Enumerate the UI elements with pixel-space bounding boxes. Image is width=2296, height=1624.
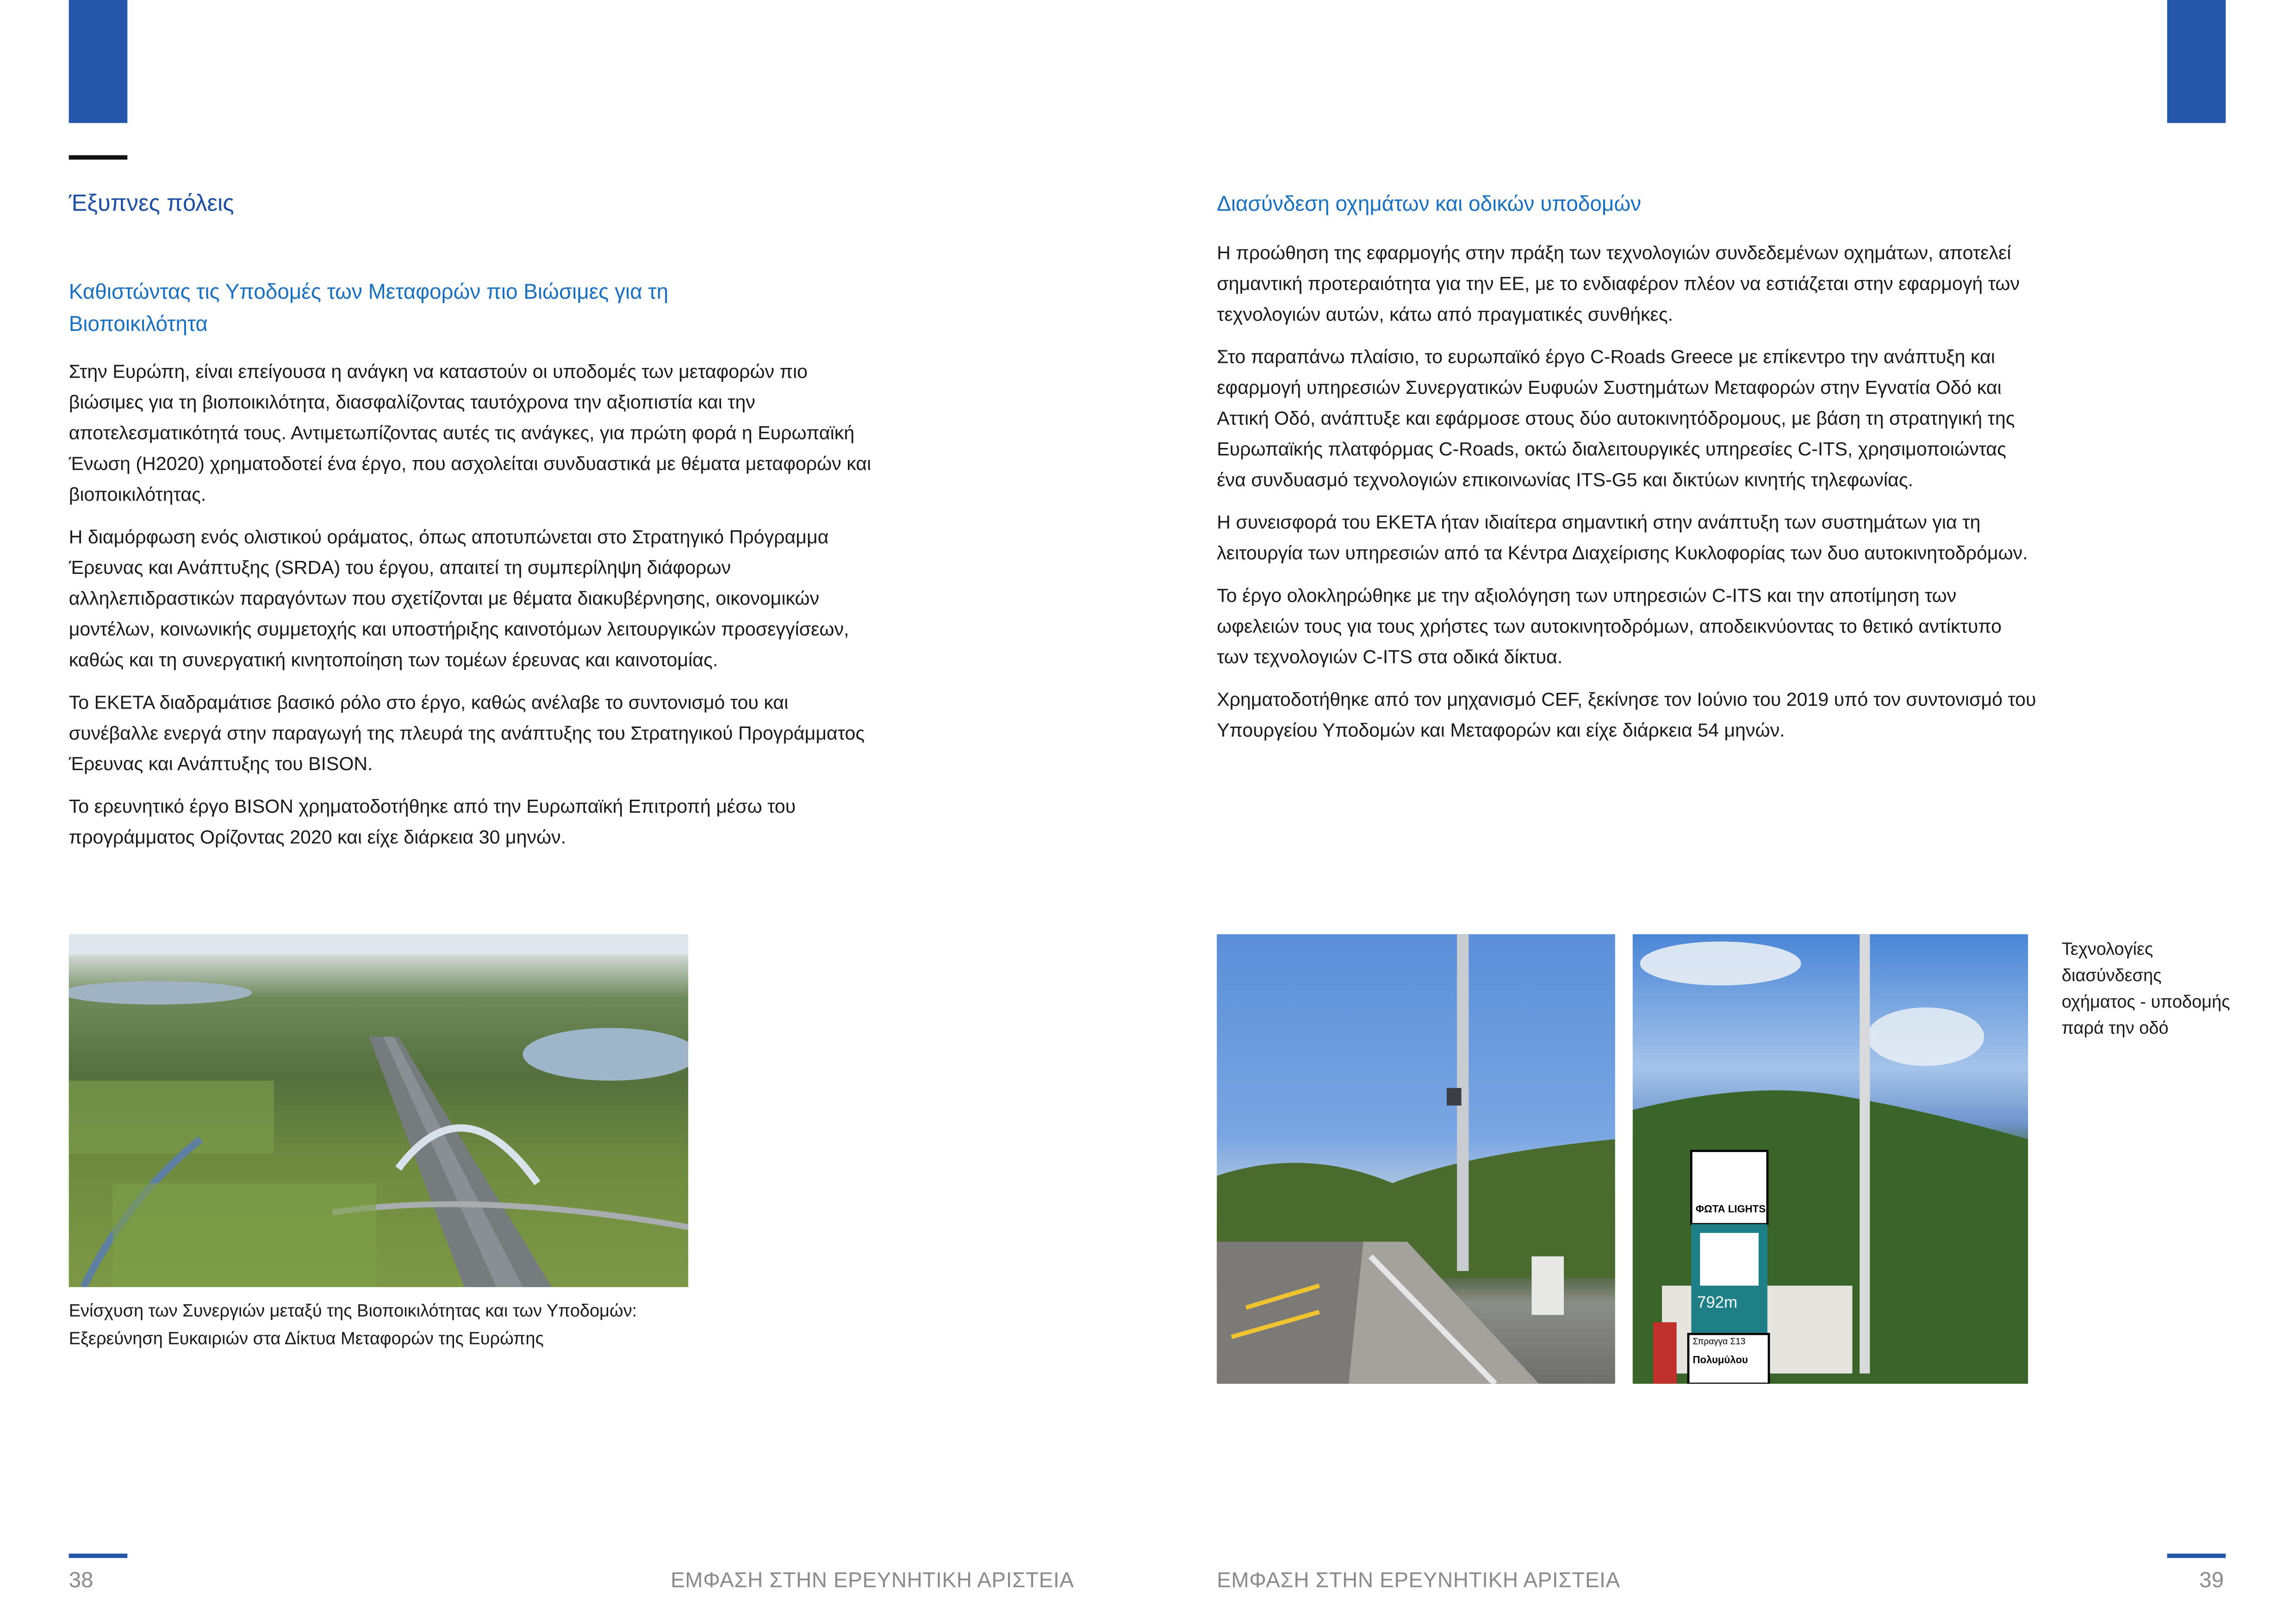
tunnel-photo-illustration	[1633, 934, 2028, 1384]
top-accent-bar-right	[2167, 0, 2226, 123]
footer-rule-right	[2167, 1554, 2226, 1558]
right-body	[1217, 237, 2037, 757]
page-number-right: 39	[2199, 1568, 2224, 1593]
right-image-caption: Τεχνολογίες διασύνδεσης οχήματος - υποδομής παρά την οδό	[2061, 939, 2230, 1039]
paragraph: Το ερευνητικό έργο BISON χρηματοδοτήθηκε από την Ευρωπαϊκή Επιτροπή μέσω του προγράμματος Ορίζοντας 2020 και είχε διάρκεια 30 μηνών.	[68, 795, 796, 848]
paragraph: Στο παραπάνω πλαίσιο, το ευρωπαϊκό έργο C-Roads Greece με επίκεντρο την ανάπτυξη και εφαρμογή υπηρεσιών Συνεργατικών Ευφυών Συστημάτων Μεταφορών στην Εγνατία Οδό και Αττική Οδό, ανάπτυξε και εφάρμοσε στους δύο αυτοκινητόδρομους, με βάση τη στρατηγική της Ευρωπαϊκής πλατφόρμας C-Roads, οκτώ διαλειτουργικές υπηρεσίες C-ITS, χρησιμοποιώντας ένα συνδυασμό τεχνολογιών επικοινωνίας ITS-G5 και δικτύων κινητής τηλεφωνίας.	[1217, 345, 2015, 491]
top-accent-bar-left	[69, 0, 128, 123]
sign-tunnel-name-line1: Σπραγγα Σ13	[1692, 1338, 1746, 1347]
tunnel-sign-photo	[1633, 934, 2028, 1384]
sign-lights-text: ΦΩΤΑ LIGHTS	[1695, 1205, 1766, 1216]
roadside-photo-illustration	[1217, 934, 1615, 1384]
footer-rule-left	[69, 1554, 128, 1558]
aerial-highway-photo	[69, 934, 688, 1288]
sign-tunnel-length: 792m	[1697, 1294, 1738, 1312]
paragraph: Χρηματοδοτήθηκε από τον μηχανισμό CEF, ξεκίνησε τον Ιούνιο του 2019 υπό τον συντονισμό του Υπουργείου Υποδομών και Μεταφορών και είχε διάρκεια 54 μηνών.	[1217, 688, 2036, 741]
paragraph: Η διαμόρφωση ενός ολιστικού οράματος, όπως αποτυπώνεται στο Στρατηγικό Πρόγραμμα Έρευνας και Ανάπτυξης (SRDA) του έργου, απαιτεί τη συμπερίληψη διάφορων αλληλεπιδραστικών παραγόντων που σχετίζονται με θέματα διακυβέρνησης, οικονομικών μοντέλων, κοινωνικής συμμετοχής και υποστήριξης καινοτόμων λειτουργικών προσεγγίσεων, καθώς και τη συνεργατική κινητοποίηση των τομέων έρευνας και καινοτομίας.	[68, 525, 849, 671]
paragraph: Στην Ευρώπη, είναι επείγουσα η ανάγκη να καταστούν οι υποδομές των μεταφορών πιο βιώσιμες για τη βιοποικιλότητα, διασφαλίζοντας ταυτόχρονα την αξιοπιστία και την αποτελεσματικότητά τους. Αντιμετωπίζοντας αυτές τις ανάγκες, για πρώτη φορά η Ευρωπαϊκή Ένωση (H2020) χρηματοδοτεί ένα έργο, που ασχολείται συνδυαστικά με θέματα μεταφορών και βιοποικιλότητας.	[68, 360, 871, 505]
paragraph: Το ΕΚΕΤΑ διαδραμάτισε βασικό ρόλο στο έργο, καθώς ανέλαβε το συντονισμό του και συνέβαλλε ενεργά στην παραγωγή της πλευρά της ανάπτυξης του Στρατηγικού Προγράμματος Έρευνας και Ανάπτυξης του BISON.	[68, 691, 865, 775]
header-rule	[69, 155, 128, 159]
page-number-left: 38	[68, 1568, 93, 1593]
paragraph: Το έργο ολοκληρώθηκε με την αξιολόγηση των υπηρεσιών C-ITS και την αποτίμηση των ωφελειών τους για τους χρήστες των αυτοκινητοδρόμων, αποδεικνύοντας το θετικό αντίκτυπο των τεχνολογιών C-ITS στα οδικά δίκτυα.	[1217, 584, 2002, 668]
left-image-caption: Ενίσχυση των Συνεργιών μεταξύ της Βιοποικιλότητας και των Υποδομών: Εξερεύνηση Ευκαιριών στα Δίκτυα Μεταφορών της Ευρώπης	[68, 1300, 637, 1349]
paragraph: Η συνεισφορά του ΕΚΕΤΑ ήταν ιδιαίτερα σημαντική στην ανάπτυξη των συστημάτων για τη λειτουργία των υπηρεσιών από τα Κέντρα Διαχείρισης Κυκλοφορίας των δυο αυτοκινητοδρόμων.	[1217, 511, 2028, 564]
sign-tunnel-name-line2: Πολυμύλου	[1692, 1356, 1748, 1366]
running-title-left: ΕΜΦΑΣΗ ΣΤΗΝ ΕΡΕΥΝΗΤΙΚΗ ΑΡΙΣΤΕΙΑ	[671, 1569, 1074, 1593]
left-subtitle: Καθιστώντας τις Υποδομές των Μεταφορών πιο Βιώσιμες για τη Βιοποικιλότητα	[68, 281, 669, 337]
section-title: Έξυπνες πόλεις	[68, 192, 234, 217]
running-title-right: ΕΜΦΑΣΗ ΣΤΗΝ ΕΡΕΥΝΗΤΙΚΗ ΑΡΙΣΤΕΙΑ	[1217, 1569, 1620, 1593]
aerial-photo-illustration	[69, 934, 688, 1288]
paragraph: Η προώθηση της εφαρμογής στην πράξη των τεχνολογιών συνδεδεμένων οχημάτων, αποτελεί σημαντική προτεραιότητα για την ΕΕ, με το ενδιαφέρον πλέον να εστιάζεται στην εφαρμογή των τεχνολογιών αυτών, κάτω από πραγματικές συνθήκες.	[1217, 242, 2020, 325]
roadside-pole-photo	[1217, 934, 1615, 1384]
left-body	[69, 356, 877, 864]
right-subtitle: Διασύνδεση οχημάτων και οδικών υποδομών	[1217, 193, 1642, 217]
